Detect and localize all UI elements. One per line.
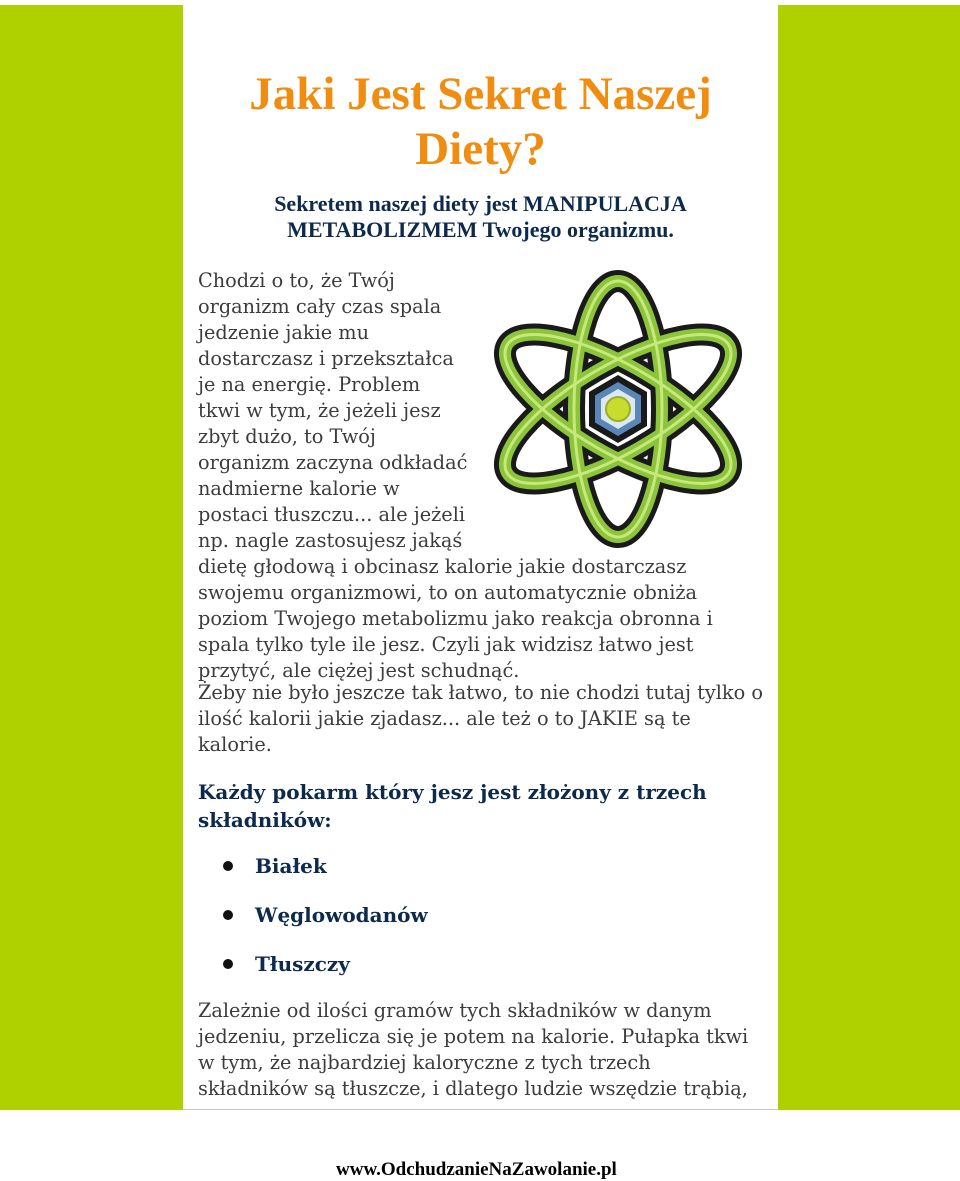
bullet-icon	[223, 861, 233, 871]
page-title: Jaki Jest Sekret Naszej Diety?	[249, 68, 712, 175]
list-item	[223, 945, 428, 994]
nutrient-list	[223, 847, 428, 994]
footer-url[interactable]: www.OdchudzanieNaZawolanie.pl	[336, 1159, 617, 1180]
page-subtitle: Sekretem naszej diety jest MANIPULACJA METABOLIZMEM Twojego organizmu.	[274, 191, 687, 242]
right-green-margin	[778, 5, 960, 1110]
paragraph-calories: Żeby nie było jeszcze tak łatwo, to nie chodzi tutaj tylko o ilość kalorii jakie zjadasz... ale też o to JAKIE są te kalorie.	[198, 681, 763, 756]
left-green-margin	[0, 5, 183, 1110]
page-content	[183, 5, 778, 1110]
paragraph-metabolism	[198, 268, 758, 684]
list-item	[223, 896, 428, 945]
list-item-label: Węglowodanów	[255, 903, 428, 927]
paragraph-fats: Zależnie od ilości gramów tych składników w danym jedzeniu, przelicza się je potem na kalorie. Pułapka tkwi w tym, że najbardziej kaloryczne z tych trzech składników są tłuszcze, i dlatego ludzie wszędzie trąbią,	[198, 999, 749, 1100]
section-heading: Każdy pokarm który jesz jest złożony z trzech składników:	[198, 780, 707, 832]
list-item-label: Tłuszczy	[255, 952, 350, 976]
list-item	[223, 847, 428, 896]
bullet-icon	[223, 910, 233, 920]
list-item-label: Białek	[255, 854, 327, 878]
atom-icon	[478, 268, 758, 550]
paragraph-1-text: Chodzi o to, że Twój organizm cały czas spala jedzenie jakie mu dostarczasz i przekształca je na energię. Problem tkwi w tym, że jeżeli jesz zbyt dużo, to Twój organizm zaczyna odkładać nadmierne kalorie w postaci tłuszczu... ale jeżeli np. nagle zastosujesz jakąś dietę głodową i obcinasz kalorie jakie dostarczasz swojemu organizmowi, to on automatycznie obniża poziom Twojego metabolizmu jako reakcja obronna i spala tylko tyle ile jesz. Czyli jak widzisz łatwo jest przytyć, ale ciężej jest schudnąć.	[198, 269, 713, 682]
bullet-icon	[223, 959, 233, 969]
